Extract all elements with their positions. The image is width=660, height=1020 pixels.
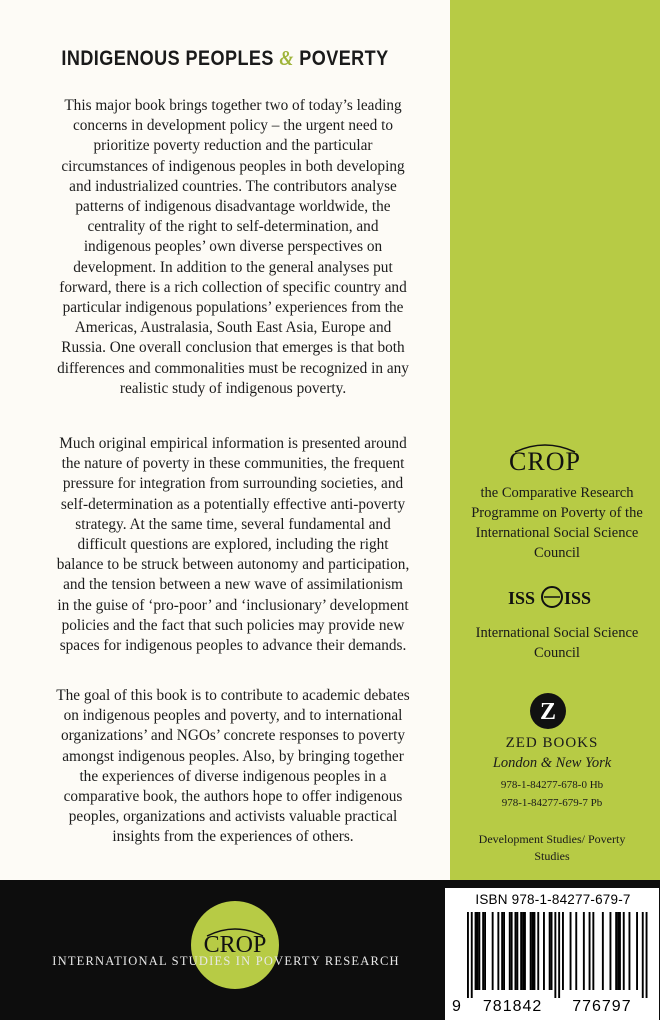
series-name: INTERNATIONAL STUDIES IN POVERTY RESEARCH (52, 954, 400, 968)
barcode-digits-right: 776797 (572, 998, 632, 1015)
barcode-bar (646, 912, 648, 998)
barcode-bar (501, 912, 503, 990)
isbn-hardback: 978-1-84277-678-0 Hb (500, 779, 604, 791)
barcode-bar (589, 912, 591, 990)
issc-logo (506, 576, 598, 616)
series-crop-logo (190, 900, 280, 990)
barcode-bar (629, 912, 631, 990)
barcode-bar (551, 912, 553, 990)
zed-logo-letter: Z (539, 699, 557, 725)
barcode-bar (532, 912, 534, 990)
title-part-2: POVERTY (299, 47, 389, 70)
crop-logo (509, 442, 581, 482)
title-part-1: INDIGENOUS PEOPLES (61, 47, 274, 70)
barcode-bar (583, 912, 585, 990)
barcode-bar (543, 912, 545, 990)
title-ampersand: & (279, 46, 294, 70)
barcode-bar (549, 912, 551, 990)
barcode-bar (610, 912, 612, 990)
barcode-bar (467, 912, 469, 998)
issc-logo-left: ISS (508, 588, 536, 608)
barcode-bar (511, 912, 513, 990)
barcode-bar (503, 912, 505, 990)
barcode-bar (570, 912, 572, 990)
barcode-bar (497, 912, 499, 990)
barcode-bar (562, 912, 564, 990)
barcode-bar (482, 912, 484, 990)
barcode (449, 910, 655, 1016)
publisher-name: ZED BOOKS (505, 735, 599, 751)
barcode-digit-prefix: 9 (452, 998, 461, 1015)
barcode-bar (636, 912, 638, 990)
barcode-bar (534, 912, 536, 990)
barcode-bar (558, 912, 560, 998)
barcode-bar (602, 912, 604, 990)
book-title (32, 46, 419, 71)
barcode-bar (619, 912, 621, 990)
barcode-isbn-label: ISBN 978-1-84277-679-7 (475, 892, 631, 907)
isbn-paperback: 978-1-84277-679-7 Pb (501, 797, 603, 809)
barcode-bar (520, 912, 522, 990)
barcode-bar (617, 912, 619, 990)
barcode-bar (515, 912, 517, 990)
barcode-bar (642, 912, 644, 998)
barcode-bar (477, 912, 479, 990)
barcode-bar (484, 912, 486, 990)
crop-description: the Comparative Research Programme on Poverty of the International Social Science Council (471, 485, 643, 561)
subject-category: Development Studies/ Poverty Studies (478, 832, 626, 863)
barcode-bar (509, 912, 511, 990)
blurb-paragraph-3: The goal of this book is to contribute to academic debates on indigenous peoples and poverty, and to international organizations’ and NGOs’ concrete responses to poverty amongst indigenous peoples. Also, by bringing together the experiences of diverse indigenous peoples in a comparative book, the authors hope to offer indigenous peoples, organizations and activists valuable practical insights from the experiences of others. (56, 687, 410, 846)
barcode-bars (467, 912, 648, 998)
barcode-bar (478, 912, 480, 990)
publisher-places: London & New York (492, 755, 612, 771)
barcode-bar (475, 912, 477, 990)
barcode-digits-left: 781842 (482, 998, 543, 1015)
barcode-bar (592, 912, 594, 990)
barcode-bar (522, 912, 524, 990)
barcode-bar (492, 912, 494, 990)
barcode-bar (537, 912, 539, 990)
barcode-bar (471, 912, 473, 998)
barcode-bar (623, 912, 625, 990)
barcode-panel (445, 888, 659, 1020)
barcode-bar (575, 912, 577, 990)
barcode-bar (530, 912, 532, 990)
issc-description: International Social Science Council (475, 625, 639, 661)
zed-books-logo (529, 692, 567, 730)
blurb-paragraph-2: Much original empirical information is presented around the nature of poverty in these communities, the frequent pressure for integration from surrounding societies, and self-determination as a potentially effective anti-poverty strategy. At the same time, several fundamental and difficult questions are explored, including the right balance to be struck between autonomy and participation, and the tension between a new wave of assimilationism in the guise of ‘pro-poor’ and ‘inclusionary’ development policies and the fact that such policies may provide new spaces for indigenous peoples to advance their demands. (56, 435, 410, 655)
series-logo-text: CROP (203, 932, 267, 958)
barcode-bar (516, 912, 518, 990)
crop-logo-text: CROP (509, 447, 581, 476)
barcode-bar (615, 912, 617, 990)
barcode-bar (554, 912, 556, 998)
blurb-paragraph-1: This major book brings together two of today’s leading concerns in development policy – the urgent need to prioritize poverty reduction and the particular circumstances of indigenous peoples in both developing and industrialized countries. The contributors analyse patterns of indigenous disadvantage worldwide, the centrality of the right to self-determination, and indigenous peoples’ own diverse perspectives on development. In addition to the general analyses put forward, there is a rich collection of specific country and particular indigenous populations’ experiences from the Americas, Australasia, South East Asia, Europe and Russia. One overall conclusion that emerges is that both differences and commonalities must be recognized in any realistic study of indigenous poverty. (57, 97, 409, 397)
issc-logo-right: ISS (564, 588, 592, 608)
barcode-bar (524, 912, 526, 990)
